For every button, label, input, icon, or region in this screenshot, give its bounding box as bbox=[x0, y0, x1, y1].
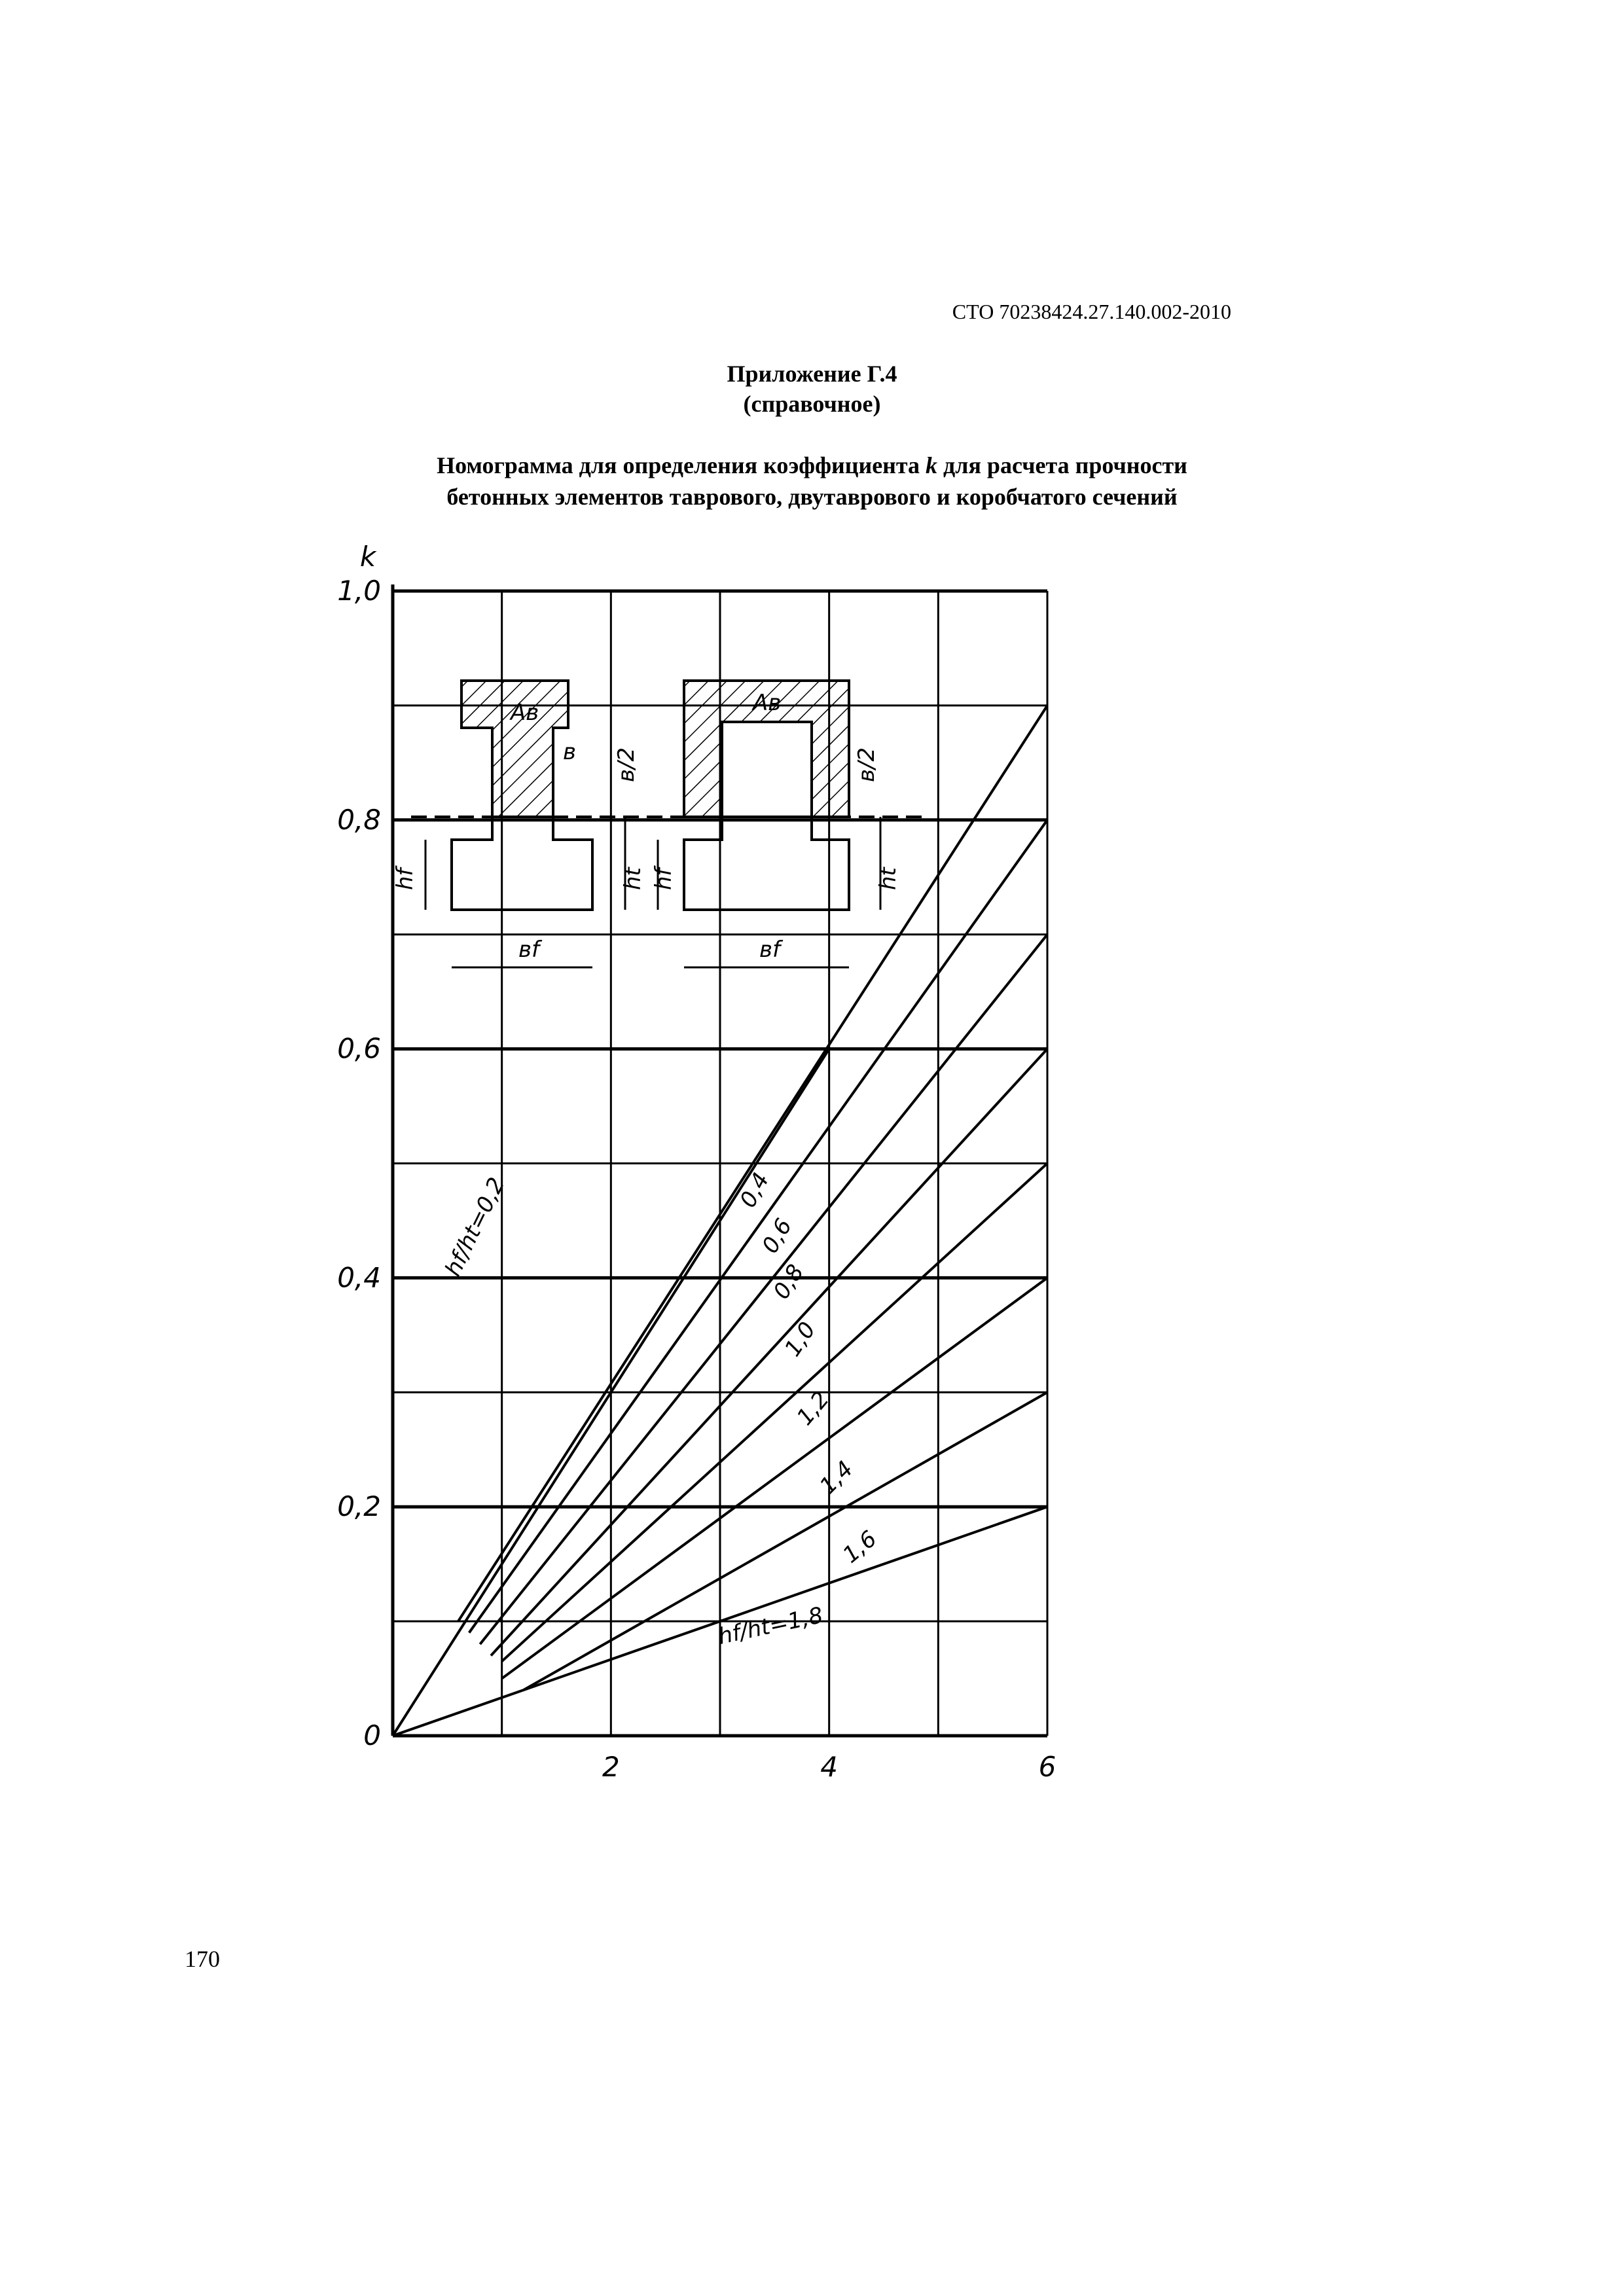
series-label-1: 0,4 bbox=[734, 1168, 775, 1212]
y-tick-label: 0,4 bbox=[337, 1261, 381, 1294]
series-line-7 bbox=[524, 1392, 1047, 1690]
series-label-3: 0,8 bbox=[768, 1260, 810, 1304]
series-label-2: 0,6 bbox=[757, 1214, 798, 1258]
y-tick-label: 1,0 bbox=[337, 575, 381, 607]
x-tick-label: 6 bbox=[1038, 1751, 1056, 1783]
caption-line-1-end: для расчета прочности bbox=[937, 452, 1187, 478]
page-number: 170 bbox=[185, 1946, 220, 1972]
i-total-height-label: ht bbox=[620, 867, 646, 890]
y-tick-label: 0,2 bbox=[337, 1490, 381, 1523]
box-half-web-right-label: в/2 bbox=[854, 747, 880, 782]
x-tick-label: 2 bbox=[602, 1751, 620, 1783]
caption-symbol-k: k bbox=[926, 452, 938, 478]
series-label-0: hf/ht=0,2 bbox=[440, 1173, 511, 1281]
document-code: СТО 70238424.27.140.002-2010 bbox=[952, 300, 1231, 323]
i-flange-width-label: вf bbox=[518, 937, 540, 963]
box-section-area-label: Aв bbox=[753, 690, 782, 716]
series-label-4: 1,0 bbox=[779, 1317, 821, 1361]
caption-line-2: бетонных элементов таврового, двутаврового и коробчатого сечений bbox=[446, 484, 1178, 510]
y-tick-label: 0 bbox=[363, 1719, 381, 1751]
series-line-2 bbox=[469, 820, 1047, 1633]
series-label-5: 1,2 bbox=[791, 1386, 835, 1431]
box-half-web-left-label: в/2 bbox=[613, 747, 640, 782]
y-tick-label: 0,8 bbox=[337, 803, 381, 836]
y-tick-label: 0,6 bbox=[337, 1032, 381, 1065]
series-label-7: 1,6 bbox=[838, 1526, 882, 1569]
caption-line-1-start: Номограмма для определения коэффициента bbox=[437, 452, 926, 478]
i-flange-height-label: hf bbox=[392, 868, 418, 890]
series-label-6: 1,4 bbox=[814, 1456, 859, 1500]
cross-section-sketches bbox=[392, 681, 929, 967]
i-section-web-label: в bbox=[563, 739, 577, 765]
y-axis-title: k bbox=[359, 541, 376, 573]
box-flange-width-label: вf bbox=[759, 937, 781, 963]
box-total-height-label: ht bbox=[875, 867, 901, 890]
appendix-title: Приложение Г.4 bbox=[727, 361, 897, 387]
box-section-lower-part bbox=[684, 817, 849, 910]
series-label-8: hf/ht=1,8 bbox=[715, 1602, 825, 1650]
x-tick-label: 4 bbox=[820, 1751, 839, 1783]
appendix-subtitle: (справочное) bbox=[743, 391, 881, 417]
i-section-lower-part bbox=[452, 817, 592, 910]
box-flange-height-label: hf bbox=[651, 868, 677, 890]
i-section-area-label: Aв bbox=[511, 700, 539, 726]
